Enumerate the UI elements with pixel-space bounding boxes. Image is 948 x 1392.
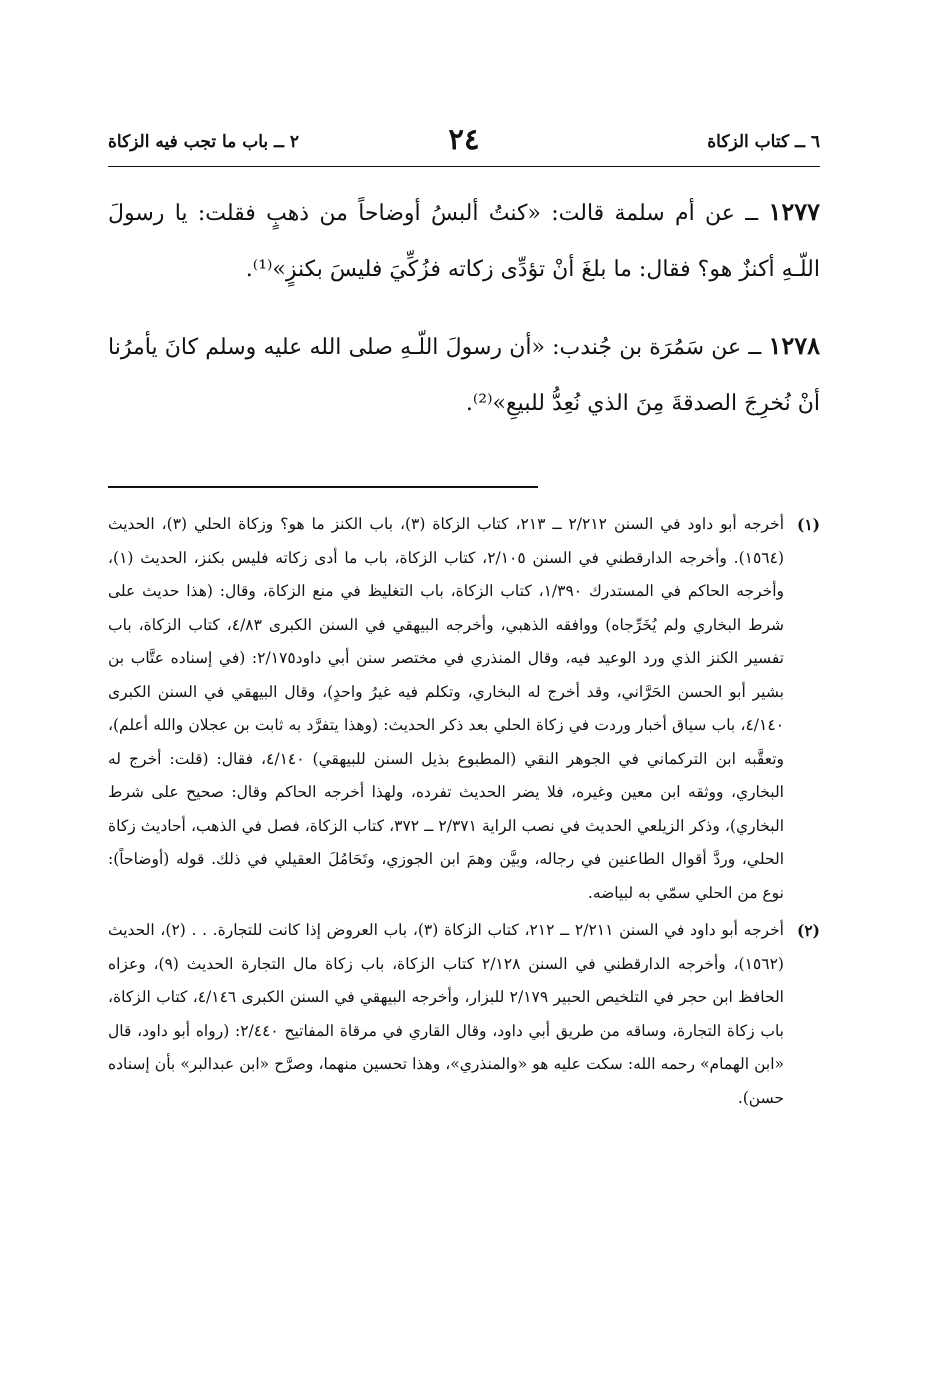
footnote-divider	[108, 486, 538, 488]
footnote-marker: (٢)	[796, 921, 820, 940]
section-title: ٢ ــ باب ما تجب فيه الزكاة	[108, 132, 300, 152]
hadith-text: ــ عن سَمُرَة بن جُندب: «أن رسولَ اللّـهِ صلى الله عليه وسلم كانَ يأمرُنا أنْ نُخرِجَ الصدقةَ مِنَ الذي نُعِدُّ للبيعِ»⁽²⁾.	[108, 335, 820, 416]
hadith-number: ١٢٧٨	[768, 331, 820, 360]
footnote-2	[108, 914, 820, 1115]
running-header	[108, 122, 820, 167]
footnote-text: أخرجه أبو داود في السنن ٢/٢١٢ ــ ٢١٣، كتاب الزكاة (٣)، باب الكنز ما هو؟ وزكاة الحلي (٣)، الحديث (١٥٦٤). وأخرجه الدارقطني في السنن ٢/١٠٥، كتاب الزكاة، باب ما أدى زكاته فليس بكنز، الحديث (١)، وأخرجه الحاكم في المستدرك ١/٣٩٠، كتاب الزكاة، باب التغليظ في منع الزكاة، وقال: (هذا حديث على شرط البخاري ولم يُخَرِّجاه) ووافقه الذهبي، وأخرجه البيهقي في السنن الكبرى ٤/٨٣، كتاب الزكاة، باب تفسير الكنز الذي ورد الوعيد فيه، وقال المنذري في مختصر سنن أبي داود٢/١٧٥: (في إسناده عتَّاب بن بشير أبو الحسن الحَرَّاني، وقد أخرج له البخاري، وتكلم فيه غيرُ واحدٍ)، وقال البيهقي في السنن الكبرى ٤/١٤٠، باب سياق أخبار وردت في زكاة الحلي بعد ذكر الحديث: (وهذا يتفرَّد به ثابت بن عجلان والله أعلم)، وتعقَّبه ابن التركماني في الجوهر النقي (المطبوع بذيل السنن للبيهقي) ٤/١٤٠، فقال: (قلت: أخرج له البخاري، ووثقه ابن معين وغيره، فلا يضر الحديث تفرده، ولهذا أخرجه الحاكم وقال: صحيح على شرط البخاري)، وذكر الزيلعي الحديث في نصب الراية ٢/٣٧١ ــ ٣٧٢، كتاب الزكاة، فصل في الذهب، أحاديث زكاة الحلي، وردَّ أقوال الطاعنين في رجاله، وبيَّن وهمَ ابن الجوزي، وتَحَامُلَ العقيلي في ذلك. قوله (أوضاحاً): نوع من الحلي سمّي به لبياضه.	[108, 515, 785, 902]
book-page	[108, 100, 820, 1392]
footnote-text: أخرجه أبو داود في السنن ٢/٢١١ ــ ٢١٢، كتاب الزكاة (٣)، باب العروض إذا كانت للتجارة. . . (٢)، الحديث (١٥٦٢)، وأخرجه الدارقطني في السنن ٢/١٢٨ كتاب الزكاة، باب زكاة مال التجارة الحديث (٩)، وعزاه الحافظ ابن حجر في التلخيص الحبير ٢/١٧٩ للبزار، وأخرجه البيهقي في السنن الكبرى ٤/١٤٦، كتاب الزكاة، باب زكاة التجارة، وساقه من طريق أبي داود، وقال القاري في مرقاة المفاتيح ٢/٤٤٠: (رواه أبو داود، قال «ابن الهمام» رحمه الله: سكت عليه هو «والمنذري»، وهذا تحسين منهما، وصرَّح «ابن عبدالبر» بأن إسناده حسن).	[108, 921, 784, 1107]
footnotes	[108, 508, 820, 1119]
hadith-1278	[108, 318, 820, 432]
hadith-text: ــ عن أم سلمة قالت: «كنتُ ألبسُ أوضاحاً من ذهبٍ فقلت: يا رسولَ اللّـهِ أكنزٌ هو؟ فقال: ما بلغَ أنْ تؤدِّى زكاته فزُكِّيَ فليسَ بكنزٍ»⁽¹⁾.	[108, 201, 820, 282]
page-number: ٢٤	[448, 122, 480, 156]
hadith-1277	[108, 184, 820, 298]
footnote-marker: (١)	[796, 515, 820, 534]
hadith-number: ١٢٧٧	[768, 197, 820, 226]
main-text	[108, 184, 820, 452]
footnote-1	[108, 508, 820, 910]
chapter-title: ٦ ــ كتاب الزكاة	[707, 132, 820, 152]
